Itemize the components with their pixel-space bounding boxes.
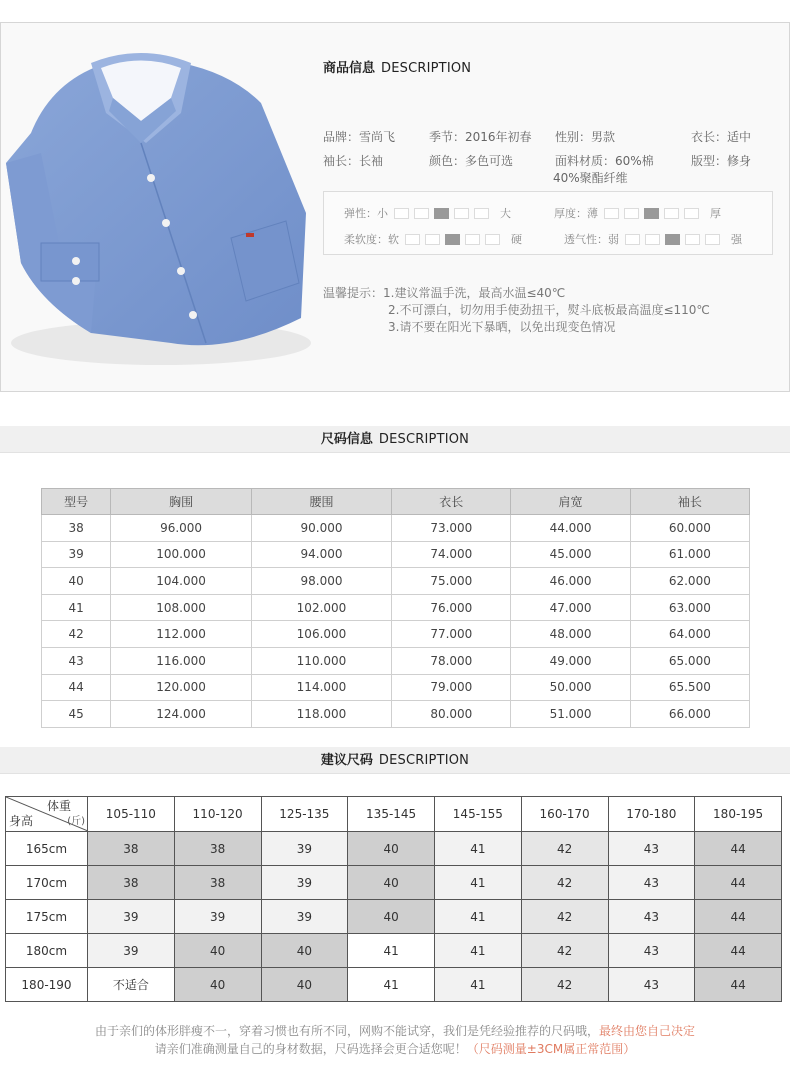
size-header-cell: 胸围 [111, 489, 251, 515]
size-cell: 61.000 [630, 541, 749, 568]
recommended-size-cell: 42 [521, 832, 608, 866]
recommended-size-cell: 44 [695, 900, 782, 934]
size-cell: 120.000 [111, 674, 251, 701]
recommended-size-cell: 43 [608, 866, 695, 900]
table-corner-cell: 体重 (斤) 身高 [6, 797, 88, 832]
recommended-size-cell: 42 [521, 934, 608, 968]
recommended-size-cell: 43 [608, 832, 695, 866]
shirt-product-image [1, 43, 311, 373]
attr-material-2: 40%聚酯纤维 [553, 171, 628, 185]
size-cell: 64.000 [630, 621, 749, 648]
size-table [41, 488, 750, 728]
weight-header-cell: 170-180 [608, 797, 695, 832]
size-cell: 42 [42, 621, 111, 648]
size-header-cell: 肩宽 [511, 489, 630, 515]
size-header-cell: 衣长 [392, 489, 511, 515]
size-cell: 40 [42, 568, 111, 595]
recommended-size-cell: 41 [435, 866, 522, 900]
feel-scale [405, 234, 505, 245]
size-cell: 49.000 [511, 647, 630, 674]
table-row [42, 701, 750, 728]
size-cell: 98.000 [251, 568, 391, 595]
weight-header-cell: 105-110 [88, 797, 175, 832]
attr-season: 季节：2016年初春 [429, 130, 532, 144]
size-cell: 65.500 [630, 674, 749, 701]
attr-color: 颜色：多色可选 [429, 154, 514, 168]
table-row [6, 968, 782, 1002]
size-cell: 104.000 [111, 568, 251, 595]
size-cell: 66.000 [630, 701, 749, 728]
feel-scale [625, 234, 725, 245]
recommended-size-cell: 42 [521, 900, 608, 934]
size-info-banner: 尺码信息 DESCRIPTION [0, 426, 790, 453]
recommended-size-cell: 39 [261, 900, 348, 934]
recommended-size-cell: 43 [608, 968, 695, 1002]
height-cell: 165cm [6, 832, 88, 866]
attr-length: 衣长：适中 [691, 130, 752, 144]
recommended-size-cell: 40 [174, 968, 261, 1002]
product-info-title: 商品信息 DESCRIPTION [323, 61, 472, 76]
weight-header-cell: 135-145 [348, 797, 435, 832]
table-row [42, 621, 750, 648]
attr-material: 面料材质：60%棉 [555, 154, 654, 168]
size-cell: 112.000 [111, 621, 251, 648]
weight-header-cell: 180-195 [695, 797, 782, 832]
recommended-size-cell: 40 [261, 968, 348, 1002]
recommended-size-cell: 39 [88, 934, 175, 968]
recommend-table [5, 796, 782, 1002]
size-cell: 73.000 [392, 515, 511, 542]
size-cell: 96.000 [111, 515, 251, 542]
weight-header-cell: 145-155 [435, 797, 522, 832]
recommended-size-cell: 38 [88, 832, 175, 866]
table-row [42, 674, 750, 701]
weight-header-cell: 110-120 [174, 797, 261, 832]
size-cell: 74.000 [392, 541, 511, 568]
recommended-size-cell: 41 [435, 900, 522, 934]
feel-thickness: 厚度：薄 厚 [554, 207, 721, 220]
recommended-size-cell: 44 [695, 832, 782, 866]
size-cell: 45.000 [511, 541, 630, 568]
recommended-size-cell: 41 [435, 832, 522, 866]
table-row [6, 866, 782, 900]
recommend-note-2: 请亲们准确测量自己的身材数据，尺码选择会更合适您呢！（尺码测量±3CM属正常范围） [154, 1042, 636, 1056]
size-cell: 76.000 [392, 594, 511, 621]
recommended-size-cell: 38 [174, 832, 261, 866]
size-cell: 108.000 [111, 594, 251, 621]
recommended-size-cell: 44 [695, 866, 782, 900]
recommended-size-cell: 41 [348, 968, 435, 1002]
height-cell: 175cm [6, 900, 88, 934]
product-info-panel [0, 22, 790, 392]
size-cell: 75.000 [392, 568, 511, 595]
size-cell: 100.000 [111, 541, 251, 568]
size-cell: 44 [42, 674, 111, 701]
size-cell: 43 [42, 647, 111, 674]
size-cell: 47.000 [511, 594, 630, 621]
attr-fit: 版型：修身 [691, 154, 752, 168]
size-cell: 94.000 [251, 541, 391, 568]
attr-gender: 性别：男款 [555, 130, 616, 144]
recommend-table-header [6, 797, 782, 832]
size-cell: 46.000 [511, 568, 630, 595]
size-cell: 60.000 [630, 515, 749, 542]
recommended-size-cell: 38 [174, 866, 261, 900]
recommended-size-cell: 41 [348, 934, 435, 968]
size-cell: 48.000 [511, 621, 630, 648]
size-cell: 44.000 [511, 515, 630, 542]
recommended-size-cell: 39 [174, 900, 261, 934]
size-cell: 124.000 [111, 701, 251, 728]
feel-softness: 柔软度：软 硬 [344, 233, 522, 246]
weight-header-cell: 125-135 [261, 797, 348, 832]
recommended-size-cell: 40 [261, 934, 348, 968]
recommended-size-cell: 39 [261, 866, 348, 900]
height-cell: 180cm [6, 934, 88, 968]
attr-brand: 品牌：雪尚飞 [323, 130, 396, 144]
size-cell: 45 [42, 701, 111, 728]
recommended-size-cell: 40 [348, 832, 435, 866]
table-row [6, 900, 782, 934]
feel-elasticity: 弹性：小 大 [344, 207, 511, 220]
size-header-cell: 袖长 [630, 489, 749, 515]
size-cell: 62.000 [630, 568, 749, 595]
attr-sleeve: 袖长：长袖 [323, 154, 384, 168]
fabric-feel-box [323, 191, 773, 255]
care-tip-1: 1.建议常温手洗，最高水温≤40℃ [383, 286, 566, 300]
size-cell: 114.000 [251, 674, 391, 701]
feel-breathability: 透气性：弱 强 [564, 233, 742, 246]
size-cell: 102.000 [251, 594, 391, 621]
table-row [42, 515, 750, 542]
feel-scale [394, 208, 494, 219]
recommended-size-cell: 不适合 [88, 968, 175, 1002]
table-row [42, 568, 750, 595]
table-row [6, 832, 782, 866]
recommended-size-cell: 39 [88, 900, 175, 934]
recommended-size-cell: 42 [521, 866, 608, 900]
recommended-size-cell: 40 [348, 866, 435, 900]
size-cell: 110.000 [251, 647, 391, 674]
recommended-size-cell: 39 [261, 832, 348, 866]
recommended-size-cell: 42 [521, 968, 608, 1002]
size-cell: 80.000 [392, 701, 511, 728]
recommended-size-cell: 41 [435, 934, 522, 968]
table-row [6, 934, 782, 968]
care-tip-2: 2.不可漂白，切勿用手使劲扭干，熨斗底板最高温度≤110℃ [388, 303, 710, 317]
size-cell: 106.000 [251, 621, 391, 648]
recommended-size-cell: 38 [88, 866, 175, 900]
size-cell: 63.000 [630, 594, 749, 621]
size-cell: 116.000 [111, 647, 251, 674]
recommended-size-cell: 44 [695, 934, 782, 968]
size-cell: 51.000 [511, 701, 630, 728]
table-row [42, 594, 750, 621]
care-tip-3: 3.请不要在阳光下暴晒，以免出现变色情况 [388, 320, 616, 334]
recommended-size-cell: 44 [695, 968, 782, 1002]
recommended-size-cell: 40 [348, 900, 435, 934]
weight-header-cell: 160-170 [521, 797, 608, 832]
recommended-size-cell: 43 [608, 934, 695, 968]
size-cell: 65.000 [630, 647, 749, 674]
table-row [42, 541, 750, 568]
size-cell: 41 [42, 594, 111, 621]
size-cell: 79.000 [392, 674, 511, 701]
recommend-note-1: 由于亲们的体形胖瘦不一，穿着习惯也有所不同，网购不能试穿，我们是凭经验推荐的尺码哦，最终由您自己决定 [94, 1024, 696, 1038]
table-row [42, 647, 750, 674]
size-cell: 78.000 [392, 647, 511, 674]
size-table-header [42, 489, 750, 515]
recommended-size-cell: 40 [174, 934, 261, 968]
height-cell: 180-190 [6, 968, 88, 1002]
size-cell: 118.000 [251, 701, 391, 728]
size-header-cell: 腰围 [251, 489, 391, 515]
size-header-cell: 型号 [42, 489, 111, 515]
feel-scale [604, 208, 704, 219]
recommended-size-cell: 43 [608, 900, 695, 934]
recommended-size-cell: 41 [435, 968, 522, 1002]
size-cell: 90.000 [251, 515, 391, 542]
size-cell: 77.000 [392, 621, 511, 648]
care-tips: 温馨提示：1.建议常温手洗，最高水温≤40℃ 2.不可漂白，切勿用手使劲扭干，熨斗底板最高温度≤110℃ 3.请不要在阳光下暴晒，以免出现变色情况 [323, 286, 710, 334]
size-cell: 38 [42, 515, 111, 542]
size-cell: 50.000 [511, 674, 630, 701]
recommend-banner: 建议尺码 DESCRIPTION [0, 747, 790, 774]
height-cell: 170cm [6, 866, 88, 900]
size-cell: 39 [42, 541, 111, 568]
